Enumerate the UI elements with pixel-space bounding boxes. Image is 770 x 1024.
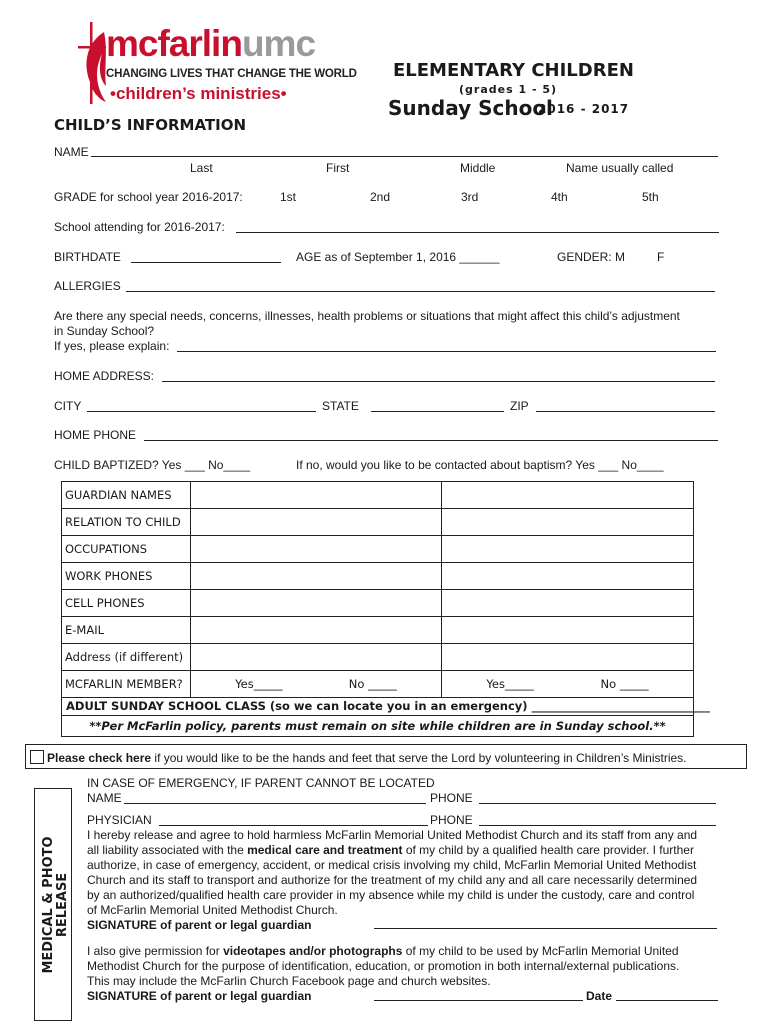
gender-f[interactable]: F xyxy=(657,250,665,264)
logo-wordmark-umc: umc xyxy=(241,23,316,64)
emergency-heading: IN CASE OF EMERGENCY, IF PARENT CANNOT BE LOCATED xyxy=(87,776,435,790)
medical-side-label-line1: MEDICAL & PHOTO xyxy=(41,836,56,974)
logo-wordmark xyxy=(106,24,315,64)
cross-flame-logo-icon xyxy=(78,22,108,104)
birthdate-label: BIRTHDATE xyxy=(54,250,121,264)
guardian-1-cell[interactable] xyxy=(191,563,442,590)
guardian-table-row xyxy=(62,644,694,671)
grade-option-5th[interactable]: 5th xyxy=(642,190,659,204)
allergies-label: ALLERGIES xyxy=(54,279,121,293)
logo-wordmark-mcfarlin: mcfarlin xyxy=(106,23,242,64)
first-caption: First xyxy=(326,161,350,175)
guardian-row-label: RELATION TO CHILD xyxy=(62,509,191,536)
emergency-name-input-line[interactable] xyxy=(124,803,426,804)
baptism-contact-question[interactable]: If no, would you like to be contacted about baptism? Yes ___ No____ xyxy=(296,458,664,472)
physician-phone-input-line[interactable] xyxy=(479,825,716,826)
photo-signature-label: SIGNATURE of parent or legal guardian xyxy=(87,989,312,1003)
logo-ministry: •children’s ministries• xyxy=(110,84,287,103)
photo-signature-line[interactable] xyxy=(374,1000,583,1001)
school-label: School attending for 2016-2017: xyxy=(54,220,225,234)
guardian-2-member-yes[interactable]: Yes_____ xyxy=(486,677,534,691)
zip-input-line[interactable] xyxy=(536,411,715,412)
guardian-table-row xyxy=(62,563,694,590)
guardian-1-cell[interactable] xyxy=(191,617,442,644)
guardian-2-cell[interactable] xyxy=(442,644,694,671)
age-field[interactable]: AGE as of September 1, 2016 ______ xyxy=(296,250,500,264)
physician-input-line[interactable] xyxy=(159,825,428,826)
name-input-line[interactable] xyxy=(91,156,718,157)
home-address-label: HOME ADDRESS: xyxy=(54,369,155,383)
medical-side-label xyxy=(37,789,71,1020)
guardian-1-cell[interactable] xyxy=(191,536,442,563)
home-phone-label: HOME PHONE xyxy=(54,428,137,442)
guardian-table-row xyxy=(62,617,694,644)
guardian-2-member-cell xyxy=(442,671,694,698)
guardian-row-label: CELL PHONES xyxy=(62,590,191,617)
grade-option-4th[interactable]: 4th xyxy=(551,190,568,204)
release-line-part: all liability associated with the xyxy=(87,843,248,857)
release-line: Church and its staff to transport and authorize for the treatment of my child any and all care necessarily determined xyxy=(87,873,698,887)
physician-label: PHYSICIAN xyxy=(87,813,152,827)
baptized-question[interactable]: CHILD BAPTIZED? Yes ___ No____ xyxy=(54,458,251,472)
zip-label: ZIP xyxy=(510,399,529,413)
guardian-1-member-no[interactable]: No _____ xyxy=(348,677,397,691)
photo-line-part: I also give permission for xyxy=(87,944,224,958)
release-line: of McFarlin Memorial United Methodist Church. xyxy=(87,903,338,917)
city-label: CITY xyxy=(54,399,82,413)
grade-option-1st[interactable]: 1st xyxy=(280,190,297,204)
release-line: I hereby release and agree to hold harmless McFarlin Memorial United Methodist Church and its staff from any and xyxy=(87,828,698,842)
release-signature-line[interactable] xyxy=(374,928,717,929)
physician-phone-label: PHONE xyxy=(430,813,473,827)
guardian-row-label: E-MAIL xyxy=(62,617,191,644)
needs-question-line1: Are there any special needs, concerns, illnesses, health problems or situations that might affect this child’s adjustment xyxy=(54,309,680,323)
guardian-2-cell[interactable] xyxy=(442,482,694,509)
guardian-row-label: OCCUPATIONS xyxy=(62,536,191,563)
emergency-phone-label: PHONE xyxy=(430,791,473,805)
release-line-part: of my child by a qualified health care provider. I further xyxy=(402,843,694,857)
state-input-line[interactable] xyxy=(371,411,504,412)
adult-class-field[interactable]: ADULT SUNDAY SCHOOL CLASS (so we can locate you in an emergency) _______________________________ xyxy=(61,698,694,716)
guardian-1-cell[interactable] xyxy=(191,590,442,617)
needs-question-line2: in Sunday School? xyxy=(54,324,155,338)
grade-option-3rd[interactable]: 3rd xyxy=(461,190,479,204)
guardian-row-label: Address (if different) xyxy=(62,644,191,671)
middle-caption: Middle xyxy=(460,161,496,175)
allergies-input-line[interactable] xyxy=(126,291,715,292)
photo-line-part: of my child to be used by McFarlin Memorial United xyxy=(402,944,679,958)
medical-side-label-line2: RELEASE xyxy=(55,872,70,938)
photo-signature-row xyxy=(87,989,717,1004)
release-signature-label: SIGNATURE of parent or legal guardian xyxy=(87,918,312,932)
guardian-1-member-cell xyxy=(191,671,442,698)
guardian-row-label: GUARDIAN NAMES xyxy=(62,482,191,509)
guardian-1-member-yes[interactable]: Yes_____ xyxy=(235,677,283,691)
policy-note: **Per McFarlin policy, parents must remain on site while children are in Sunday school.** xyxy=(61,716,694,737)
section-title: CHILD’S INFORMATION xyxy=(54,116,247,134)
grade-label: GRADE for school year 2016-2017: xyxy=(54,190,243,204)
guardian-table-row xyxy=(62,671,694,698)
guardian-table-row xyxy=(62,590,694,617)
emergency-name-label: NAME xyxy=(87,791,122,805)
release-line: authorize, in case of emergency, accident, or medical crisis involving my child, McFarlin Memorial United Methodist xyxy=(87,858,697,872)
photo-line-bold: videotapes and/or photographs xyxy=(223,944,403,958)
release-line-bold: medical care and treatment xyxy=(247,843,403,857)
usually-called-caption: Name usually called xyxy=(566,161,674,175)
guardian-table-row xyxy=(62,482,694,509)
home-phone-input-line[interactable] xyxy=(144,440,718,441)
date-input-line[interactable] xyxy=(616,1000,718,1001)
photo-line xyxy=(87,944,717,959)
volunteer-bold: Please check here xyxy=(47,751,152,765)
release-paragraph xyxy=(87,828,717,933)
medical-side-label-box xyxy=(34,788,72,1021)
volunteer-checkbox[interactable] xyxy=(30,750,44,764)
volunteer-text xyxy=(47,751,687,765)
home-address-input-line[interactable] xyxy=(162,381,715,382)
guardian-2-member-no[interactable]: No _____ xyxy=(600,677,649,691)
guardian-1-cell[interactable] xyxy=(191,482,442,509)
photo-paragraph xyxy=(87,944,717,1004)
logo-tagline: CHANGING LIVES THAT CHANGE THE WORLD xyxy=(106,68,357,80)
guardian-1-cell[interactable] xyxy=(191,509,442,536)
photo-line: This may include the McFarlin Church Facebook page and church websites. xyxy=(87,974,491,988)
name-label: NAME xyxy=(54,145,89,159)
release-line xyxy=(87,843,717,858)
guardian-2-cell[interactable] xyxy=(442,536,694,563)
explain-input-line[interactable] xyxy=(177,351,716,352)
guardian-2-cell[interactable] xyxy=(442,509,694,536)
grades-note: (grades 1 - 5) xyxy=(459,83,558,96)
guardian-table xyxy=(61,481,694,698)
last-caption: Last xyxy=(190,161,213,175)
guardian-1-cell[interactable] xyxy=(191,644,442,671)
release-line: by an authorized/qualified health care provider in my absence while my child is under the custody, care and control xyxy=(87,888,695,902)
guardian-2-cell[interactable] xyxy=(442,590,694,617)
date-label: Date xyxy=(586,989,613,1003)
school-input-line[interactable] xyxy=(236,232,719,233)
grade-option-2nd[interactable]: 2nd xyxy=(370,190,391,204)
member-label: MCFARLIN MEMBER? xyxy=(62,671,191,698)
emergency-phone-input-line[interactable] xyxy=(479,803,716,804)
guardian-table-row xyxy=(62,509,694,536)
guardian-2-cell[interactable] xyxy=(442,617,694,644)
birthdate-input-line[interactable] xyxy=(131,262,281,263)
guardian-table-row xyxy=(62,536,694,563)
form-title: ELEMENTARY CHILDREN xyxy=(393,60,634,81)
release-signature-row xyxy=(87,918,717,933)
guardian-2-cell[interactable] xyxy=(442,563,694,590)
explain-label: If yes, please explain: xyxy=(54,339,170,353)
city-input-line[interactable] xyxy=(87,411,316,412)
photo-line: Methodist Church for the purpose of identification, education, or promotion in both internal/external publications. xyxy=(87,959,680,973)
form-subtitle: Sunday School xyxy=(388,96,553,120)
guardian-row-label: WORK PHONES xyxy=(62,563,191,590)
volunteer-rest: if you would like to be the hands and feet that serve the Lord by volunteering in Children’s Ministries. xyxy=(151,751,687,765)
gender-m[interactable]: GENDER: M xyxy=(557,250,626,264)
school-year: 2016 - 2017 xyxy=(538,102,630,116)
state-label: STATE xyxy=(322,399,359,413)
